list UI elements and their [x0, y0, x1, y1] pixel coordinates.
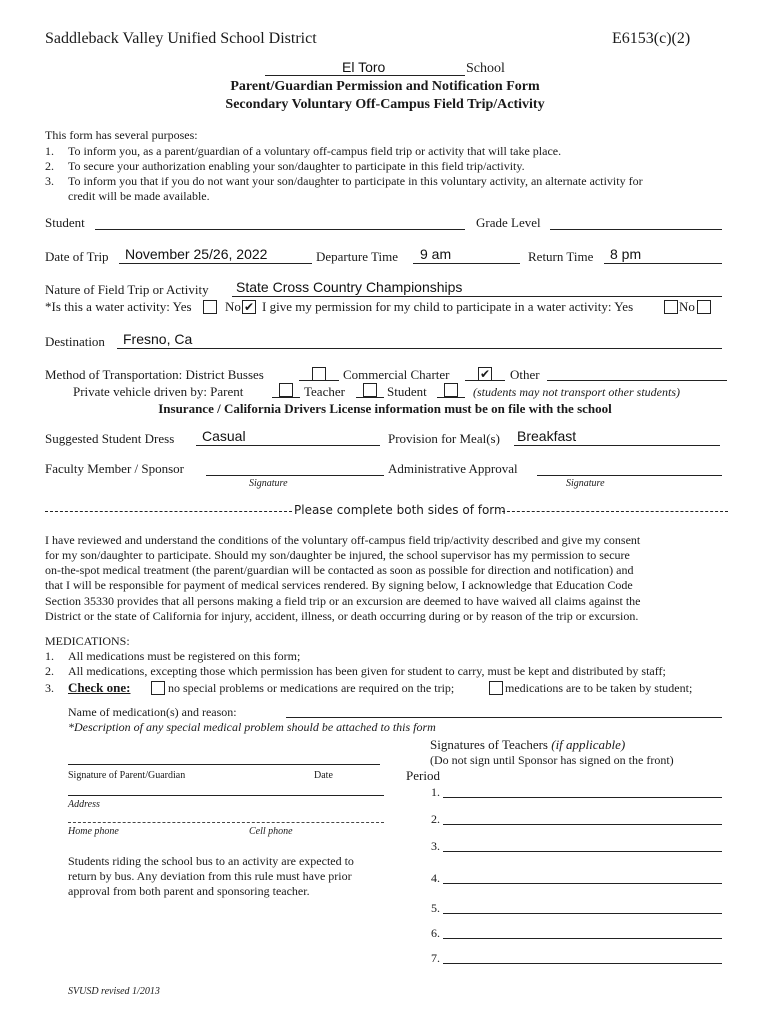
dress-label: Suggested Student Dress [45, 431, 175, 446]
consent-line-5: Section 35330 provides that all persons making a field trip or an excursion are deemed to have waived all claims against the [45, 594, 641, 608]
form-code: E6153(c)(2) [612, 30, 691, 47]
cell-phone-label: Cell phone [249, 826, 293, 837]
medications-item-2: All medications, excepting those which permission has been given for student to carry, must be kept and distributed by staff; [68, 664, 666, 678]
home-phone-label: Home phone [68, 826, 119, 837]
meal-value: Breakfast [517, 428, 577, 444]
water-activity-label: *Is this a water activity: Yes [45, 299, 192, 314]
dress-field[interactable] [196, 445, 380, 446]
period-7-signature[interactable] [443, 963, 722, 964]
water-no-checkbox[interactable]: ✔ [243, 300, 255, 314]
medications-heading: MEDICATIONS: [45, 634, 130, 648]
medication-name-label: Name of medication(s) and reason: [68, 705, 237, 719]
phone-field[interactable] [68, 822, 384, 823]
date-of-trip-value: November 25/26, 2022 [125, 246, 268, 262]
district-busses-checkbox[interactable] [312, 367, 326, 381]
admin-approval-label: Administrative Approval [388, 461, 518, 476]
meal-field[interactable] [514, 445, 720, 446]
other-label: Other [510, 367, 540, 382]
period-label: Period [406, 768, 440, 783]
purpose-3: To inform you that if you do not want your son/daughter to participate in this voluntary activity, an alternate activity for [68, 174, 643, 188]
date-of-trip-label: Date of Trip [45, 249, 109, 264]
parent-signature-field[interactable] [68, 764, 380, 765]
teacher-checkbox[interactable] [363, 383, 377, 397]
school-value: El Toro [342, 59, 386, 75]
nature-label: Nature of Field Trip or Activity [45, 282, 209, 297]
destination-label: Destination [45, 334, 105, 349]
departure-time-label: Departure Time [316, 249, 398, 264]
purpose-3-num: 3. [45, 174, 54, 188]
permission-no-checkbox[interactable] [697, 300, 711, 314]
divider-right [502, 511, 728, 512]
period-1-signature[interactable] [443, 797, 722, 798]
admin-approval-field[interactable] [537, 475, 722, 476]
teacher-sub-note: (Do not sign until Sponsor has signed on the front) [430, 753, 674, 767]
return-time-value: 8 pm [610, 246, 642, 262]
signature-date-label: Date [314, 770, 333, 781]
return-time-label: Return Time [528, 249, 594, 264]
medications-taken-checkbox[interactable] [489, 681, 503, 695]
parent-line [272, 397, 300, 398]
form-subtitle: Secondary Voluntary Off-Campus Field Trip/Activity [225, 97, 545, 112]
address-label: Address [68, 799, 100, 810]
student-checkbox[interactable] [444, 383, 458, 397]
student-option-label: Student [387, 384, 427, 399]
medication-name-field[interactable] [286, 717, 722, 718]
bus-note-line-2: return by bus. Any deviation from this rule must have prior [68, 869, 352, 883]
water-no-label: No [225, 299, 241, 314]
medical-description-note: *Description of any special medical problem should be attached to this form [68, 720, 436, 734]
student-line [437, 397, 465, 398]
other-field[interactable] [547, 380, 727, 381]
period-2-label: 2. [431, 812, 440, 826]
period-2-signature[interactable] [443, 824, 722, 825]
period-4-signature[interactable] [443, 883, 722, 884]
purpose-1: To inform you, as a parent/guardian of a voluntary off-campus field trip or activity that will take place. [68, 144, 562, 158]
destination-field[interactable] [117, 348, 722, 349]
medications-item-3-num: 3. [45, 681, 54, 695]
departure-time-field[interactable] [413, 263, 520, 264]
purposes-intro: This form has several purposes: [45, 128, 198, 142]
faculty-sponsor-field[interactable] [206, 475, 384, 476]
permission-no-label: No [679, 299, 695, 314]
grade-level-field[interactable] [550, 229, 722, 230]
return-time-field[interactable] [604, 263, 722, 264]
divider-text: Please complete both sides of form [294, 503, 506, 517]
parent-signature-label: Signature of Parent/Guardian [68, 770, 186, 781]
transportation-label: Method of Transportation: District Busses [45, 367, 264, 382]
period-6-signature[interactable] [443, 938, 722, 939]
medications-item-1-num: 1. [45, 649, 54, 663]
consent-line-1: I have reviewed and understand the conditions of the voluntary off-campus field trip/activity described and give my consent [45, 533, 641, 547]
water-permission-label: I give my permission for my child to participate in a water activity: Yes [262, 299, 634, 314]
student-field[interactable] [95, 229, 465, 230]
grade-level-label: Grade Level [476, 215, 541, 230]
bus-note-line-1: Students riding the school bus to an activity are expected to [68, 854, 354, 868]
divider-left [45, 511, 292, 512]
school-label: School [466, 61, 505, 76]
period-5-label: 5. [431, 901, 440, 915]
consent-line-6: District or the state of California for injury, accident, illness, or death occurring during or by reason of the trip or excursion. [45, 609, 639, 623]
address-field[interactable] [68, 795, 384, 796]
district-name: Saddleback Valley Unified School District [45, 30, 317, 47]
student-label: Student [45, 215, 85, 230]
faculty-sponsor-label: Faculty Member / Sponsor [45, 461, 185, 476]
bus-note-line-3: approval from both parent and sponsoring teacher. [68, 884, 310, 898]
teacher-signatures-title: Signatures of Teachers [430, 737, 548, 752]
teacher-signatures-heading [430, 737, 625, 753]
form-title: Parent/Guardian Permission and Notification Form [230, 79, 540, 94]
period-7-label: 7. [431, 951, 440, 965]
dress-value: Casual [202, 428, 246, 444]
faculty-signature-caption: Signature [249, 478, 288, 489]
admin-signature-caption: Signature [566, 478, 605, 489]
teacher-label: Teacher [304, 384, 345, 399]
permission-yes-checkbox[interactable] [664, 300, 678, 314]
commercial-charter-checkbox[interactable]: ✔ [479, 367, 491, 381]
departure-time-value: 9 am [420, 246, 452, 262]
insurance-note: Insurance / California Drivers License information must be on file with the school [158, 401, 612, 416]
period-4-label: 4. [431, 871, 440, 885]
no-medications-label: no special problems or medications are required on the trip; [168, 681, 455, 695]
meal-label: Provision for Meal(s) [388, 431, 500, 446]
water-yes-checkbox[interactable] [203, 300, 217, 314]
purpose-3-continued: credit will be made available. [68, 189, 210, 203]
school-field-line[interactable] [265, 75, 465, 76]
parent-checkbox[interactable] [279, 383, 293, 397]
period-6-label: 6. [431, 926, 440, 940]
no-medications-checkbox[interactable] [151, 681, 165, 695]
medications-taken-label: medications are to be taken by student; [505, 681, 693, 695]
period-3-label: 3. [431, 839, 440, 853]
commercial-charter-label: Commercial Charter [343, 367, 450, 382]
consent-line-3: on-the-spot medical treatment (the parent/guardian will be contacted as soon as possible for direction and notification) and [45, 563, 634, 577]
medications-item-2-num: 2. [45, 664, 54, 678]
period-1-label: 1. [431, 785, 440, 799]
teacher-line [356, 397, 384, 398]
destination-value: Fresno, Ca [123, 331, 193, 347]
teacher-signatures-note: (if applicable) [551, 737, 626, 752]
consent-line-2: for my son/daughter to participate. Should my son/daughter be injured, the school supervisor has my permission to secure [45, 548, 630, 562]
students-note: (students may not transport other students) [473, 385, 680, 399]
private-vehicle-label: Private vehicle driven by: Parent [73, 384, 244, 399]
medications-item-1: All medications must be registered on this form; [68, 649, 301, 663]
consent-line-4: that I will be responsible for payment of medical services rendered. By signing below, I acknowledge that Education Code [45, 578, 633, 592]
purpose-2: To secure your authorization enabling your son/daughter to participate in this field trip/activity. [68, 159, 525, 173]
revision-footer: SVUSD revised 1/2013 [68, 986, 160, 997]
purpose-2-num: 2. [45, 159, 54, 173]
nature-field[interactable] [232, 296, 722, 297]
check-one-label: Check one: [68, 680, 131, 695]
purpose-1-num: 1. [45, 144, 54, 158]
period-5-signature[interactable] [443, 913, 722, 914]
period-3-signature[interactable] [443, 851, 722, 852]
date-of-trip-field[interactable] [119, 263, 312, 264]
nature-value: State Cross Country Championships [236, 279, 463, 295]
